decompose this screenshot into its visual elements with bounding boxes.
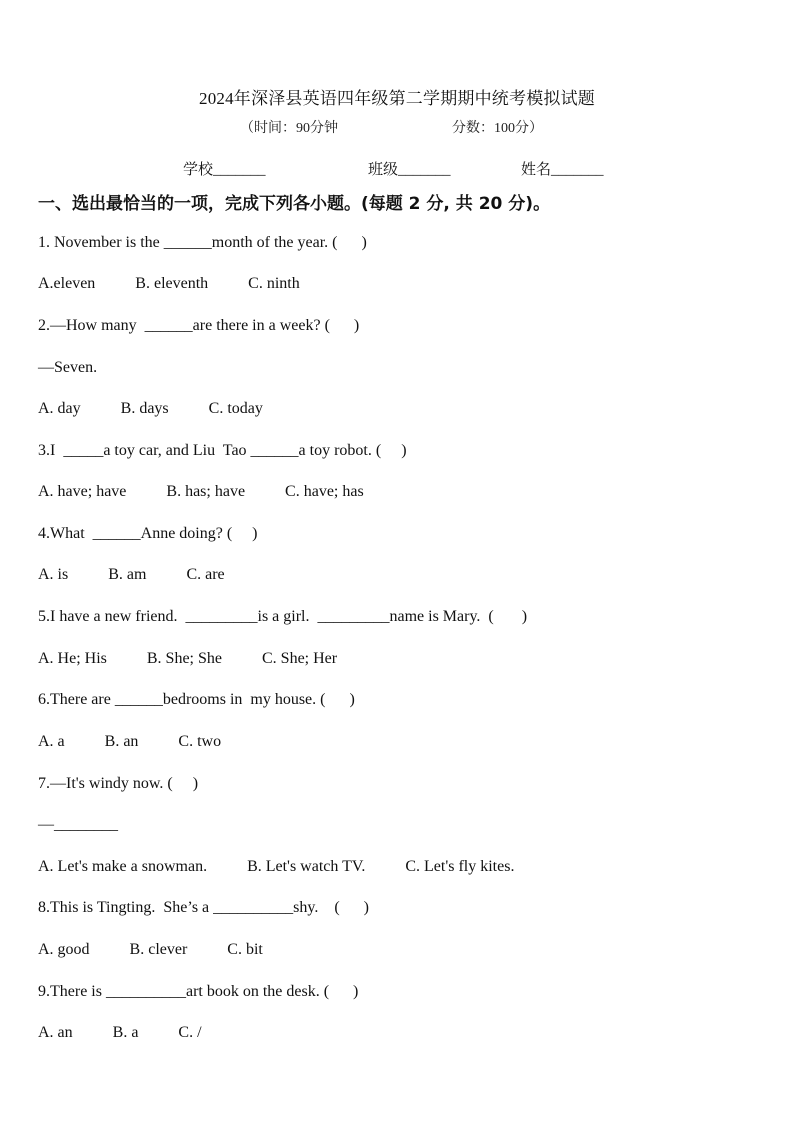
options-5: A. He; His B. She; She C. She; Her [38,650,338,667]
options-2: A. day B. days C. today [38,400,263,417]
options-4: A. is B. am C. are [38,566,225,583]
question-1: 1. November is the ______month of the year. ( ) [38,234,367,251]
page-title: 2024年深泽县英语四年级第二学期期中统考模拟试题 [199,89,595,108]
question-5: 5.I have a new friend. _________is a girl. _________name is Mary. ( ) [38,608,528,625]
class-field: 班级_______ [368,162,451,178]
question-7: 7.—It's windy now. ( ) [38,775,199,792]
options-1: A.eleven B. eleventh C. ninth [38,275,300,292]
score-label: 分数：100分） [452,121,543,136]
options-8: A. good B. clever C. bit [38,941,263,958]
section-heading: 一、选出最恰当的一项，完成下列各小题。(每题 2 分, 共 20 分)。 [38,194,551,214]
options-9: A. an B. a C. / [38,1024,202,1041]
question-4: 4.What ______Anne doing? ( ) [38,525,258,542]
options-6: A. a B. an C. two [38,733,222,750]
question-2-reply: —Seven. [38,359,98,376]
school-field: 学校_______ [183,162,266,178]
name-field: 姓名_______ [521,162,604,178]
question-7-reply: —________ [38,816,118,833]
time-label: （时间：90分钟 [240,121,338,136]
question-8: 8.This is Tingting. She’s a __________shy. ( ) [38,899,369,916]
options-3: A. have; have B. has; have C. have; has [38,483,364,500]
options-7: A. Let's make a snowman. B. Let's watch TV. C. Let's fly kites. [38,858,515,875]
question-3: 3.I _____a toy car, and Liu Tao ______a toy robot. ( ) [38,442,407,459]
question-9: 9.There is __________art book on the desk. ( ) [38,983,359,1000]
question-6: 6.There are ______bedrooms in my house. ( ) [38,691,355,708]
question-2: 2.—How many ______are there in a week? ( ) [38,317,360,334]
